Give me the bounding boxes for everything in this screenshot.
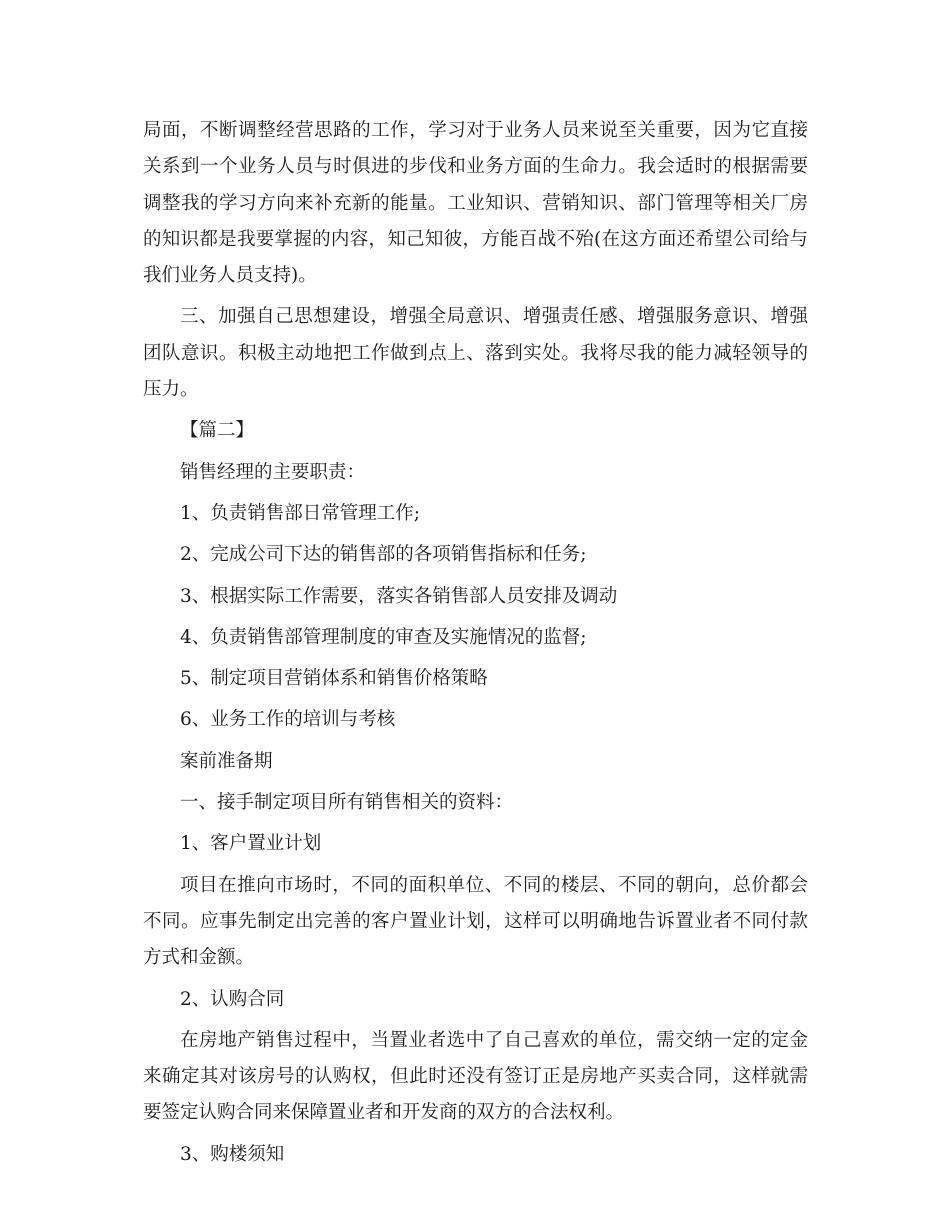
paragraph-continuation: 局面，不断调整经营思路的工作，学习对于业务人员来说至关重要，因为它直接关系到一个业务人员与时俱进的步伐和业务方面的生命力。我会适时的根据需要调整我的学习方向来补充新的能量。工业知识、营销知识、部门管理等相关厂房的知识都是我要掌握的内容，知己知彼，方能百战不殆(在这方面还希望公司给与我们业务人员支持)。 (143, 120, 808, 287)
duties-heading: 销售经理的主要职责： (180, 461, 366, 483)
list-item: 6、业务工作的培训与考核 (180, 709, 396, 731)
list-item: 2、完成公司下达的销售部的各项销售指标和任务; (180, 544, 587, 566)
item-heading: 1、客户置业计划 (180, 833, 322, 855)
section-heading-part-two: 【篇二】 (180, 420, 255, 442)
list-item: 4、负责销售部管理制度的审查及实施情况的监督; (180, 626, 587, 648)
list-item: 3、根据实际工作需要，落实各销售部人员安排及调动 (180, 585, 618, 607)
list-item: 5、制定项目营销体系和销售价格策略 (180, 668, 488, 690)
item-heading: 3、购楼须知 (180, 1143, 285, 1165)
subsection-heading: 一、接手制定项目所有销售相关的资料： (180, 792, 514, 814)
paragraph-body: 在房地产销售过程中，当置业者选中了自己喜欢的单位，需交纳一定的定金来确定其对该房号的认购权，但此时还没有签订正是房地产买卖合同，这样就需要签定认购合同来保障置业者和开发商的双方的合法权利。 (143, 1029, 808, 1124)
item-heading: 2、认购合同 (180, 988, 285, 1010)
paragraph-body: 项目在推向市场时，不同的面积单位、不同的楼层、不同的朝向，总价都会不同。应事先制定出完善的客户置业计划，这样可以明确地告诉置业者不同付款方式和金额。 (143, 874, 808, 969)
document-body (143, 113, 808, 1178)
phase-heading: 案前准备期 (180, 750, 273, 772)
list-item: 1、负责销售部日常管理工作; (180, 502, 421, 524)
paragraph-point-three: 三、加强自己思想建设，增强全局意识、增强责任感、增强服务意识、增强团队意识。积极主动地把工作做到点上、落到实处。我将尽我的能力减轻领导的压力。 (143, 306, 808, 401)
